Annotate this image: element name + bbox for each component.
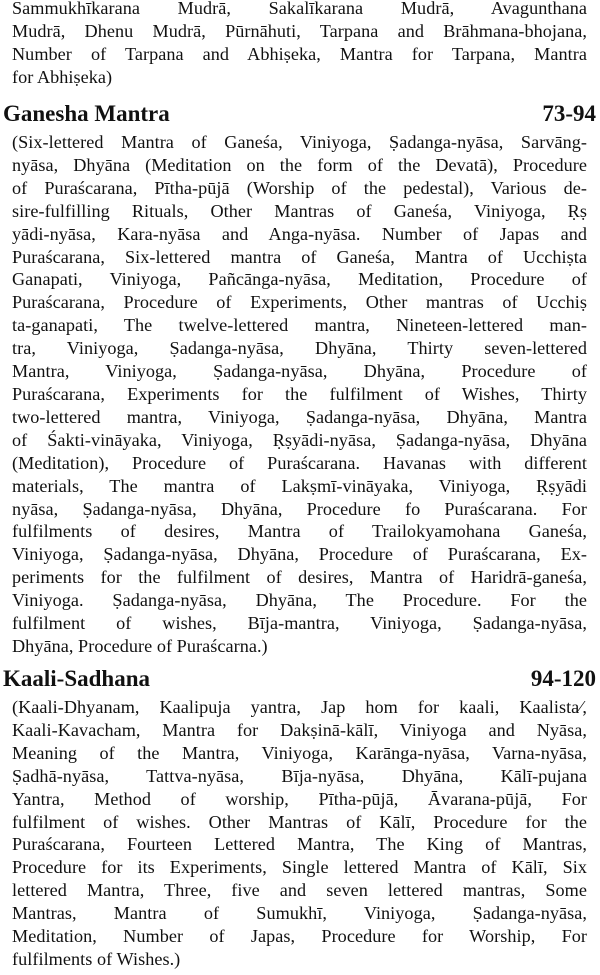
section-title: Ganesha Mantra (3, 101, 170, 126)
text-line: Puraścarana, Experiments for the fulfilment of Wishes, Thirty (12, 383, 587, 404)
text-line: Dhyāna, Procedure of Puraścarna.) (12, 635, 268, 656)
text-line: sire-fulfilling Rituals, Other Mantras of Ganeśa, Viniyoga, Ṛṣ (12, 200, 587, 221)
section-title: Kaali-Sadhana (3, 666, 150, 691)
text-line: Ganapati, Viniyoga, Pañcānga-nyāsa, Meditation, Procedure of (12, 269, 587, 290)
text-line: Puraścarana, Six-lettered mantra of Ganeśa, Mantra of Ucchiṣta (12, 246, 587, 267)
text-line: fulfilment of wishes. Other Mantras of Kālī, Procedure for the (12, 811, 587, 832)
text-line: nyāsa, Ṣadanga-nyāsa, Dhyāna, Procedure fo Puraścarana. For (12, 498, 587, 519)
text-line: Puraścarana, Procedure of Experiments, Other mantras of Ucchiṣ (12, 292, 587, 313)
text-line: yādi-nyāsa, Kara-nyāsa and Anga-nyāsa. Number of Japas and (12, 223, 587, 244)
page-range: 94-120 (530, 666, 596, 691)
text-line: (Kaali-Dhyanam, Kaalipuja yantra, Jap hom for kaali, Kaalista⁄, (12, 697, 587, 717)
text-line: fulfilments of Wishes.) (12, 948, 181, 969)
text-line: two-lettered mantra, Viniyoga, Ṣadanga-nyāsa, Dhyāna, Mantra (12, 406, 587, 427)
text-line: Number of Tarpana and Abhiṣeka, Mantra for Tarpana, Mantra (12, 43, 587, 64)
text-line: Viniyoga. Ṣadanga-nyāsa, Dhyāna, The Procedure. For the (12, 590, 587, 611)
text-line: of Puraścarana, Pītha-pūjā (Worship of the pedestal), Various de- (12, 177, 587, 198)
section-paragraph-kaali (12, 696, 587, 971)
text-line: Mantra, Viniyoga, Ṣadanga-nyāsa, Dhyāna, Procedure of (12, 361, 587, 382)
text-line: (Meditation), Procedure of Puraścarana. Havanas with different (12, 452, 587, 473)
text-line: Sammukhīkarana Mudrā, Sakalīkarana Mudrā, Avagunthana (12, 0, 587, 18)
section-heading-kaali (3, 664, 598, 694)
text-line: Kaali-Kavacham, Mantra for Dakṣinā-kālī, Viniyoga and Nyāsa, (12, 719, 587, 740)
text-line: Meaning of the Mantra, Viniyoga, Karānga-nyāsa, Varna-nyāsa, (12, 742, 587, 763)
text-line: fulfilments of desires, Mantra of Trailokyamohana Ganeśa, (12, 521, 587, 542)
text-line: fulfilment of wishes, Bīja-mantra, Viniyoga, Ṣadanga-nyāsa, (12, 613, 587, 634)
text-line: Ṣadhā-nyāsa, Tattva-nyāsa, Bīja-nyāsa, Dhyāna, Kālī-pujana (12, 765, 587, 786)
text-line: Puraścarana, Fourteen Lettered Mantra, The King of Mantras, (12, 834, 587, 855)
text-line: ta-ganapati, The twelve-lettered mantra, Nineteen-lettered man- (12, 315, 587, 336)
text-line: nyāsa, Dhyāna (Meditation on the form of the Devatā), Procedure (12, 154, 587, 175)
text-line: Procedure for its Experiments, Single lettered Mantra of Kālī, Six (12, 857, 587, 878)
text-line: tra, Viniyoga, Ṣadanga-nyāsa, Dhyāna, Thirty seven-lettered (12, 338, 587, 359)
text-line: materials, The mantra of Lakṣmī-vināyaka, Viniyoga, Ṛṣyādi (12, 475, 587, 496)
page-range: 73-94 (542, 101, 596, 126)
text-line: Meditation, Number of Japas, Procedure for Worship, For (12, 926, 587, 947)
text-line: (Six-lettered Mantra of Ganeśa, Viniyoga, Ṣadanga-nyāsa, Sarvāng- (12, 132, 587, 152)
text-line: Mantras, Mantra of Sumukhī, Viniyoga, Ṣadanga-nyāsa, (12, 903, 587, 924)
text-line: of Śakti-vināyaka, Viniyoga, Ṛṣyādi-nyāsa, Ṣadanga-nyāsa, Dhyāna (12, 429, 587, 450)
section-paragraph-ganesha (12, 131, 587, 658)
text-line: Yantra, Method of worship, Pītha-pūjā, Āvarana-pūjā, For (12, 788, 587, 809)
section-heading-ganesha (3, 99, 598, 129)
text-line: Viniyoga, Ṣadanga-nyāsa, Dhyāna, Procedure of Puraścarana, Ex- (12, 544, 587, 565)
text-line: Mudrā, Dhenu Mudrā, Pūrnāhuti, Tarpana and Brāhmana-bhojana, (12, 20, 587, 41)
text-line: lettered Mantra, Three, five and seven lettered mantras, Some (12, 880, 587, 901)
text-line: periments for the fulfilment of desires, Mantra of Haridrā-ganeśa, (12, 567, 587, 588)
text-line: for Abhiṣeka) (12, 66, 113, 87)
intro-paragraph (12, 0, 587, 89)
